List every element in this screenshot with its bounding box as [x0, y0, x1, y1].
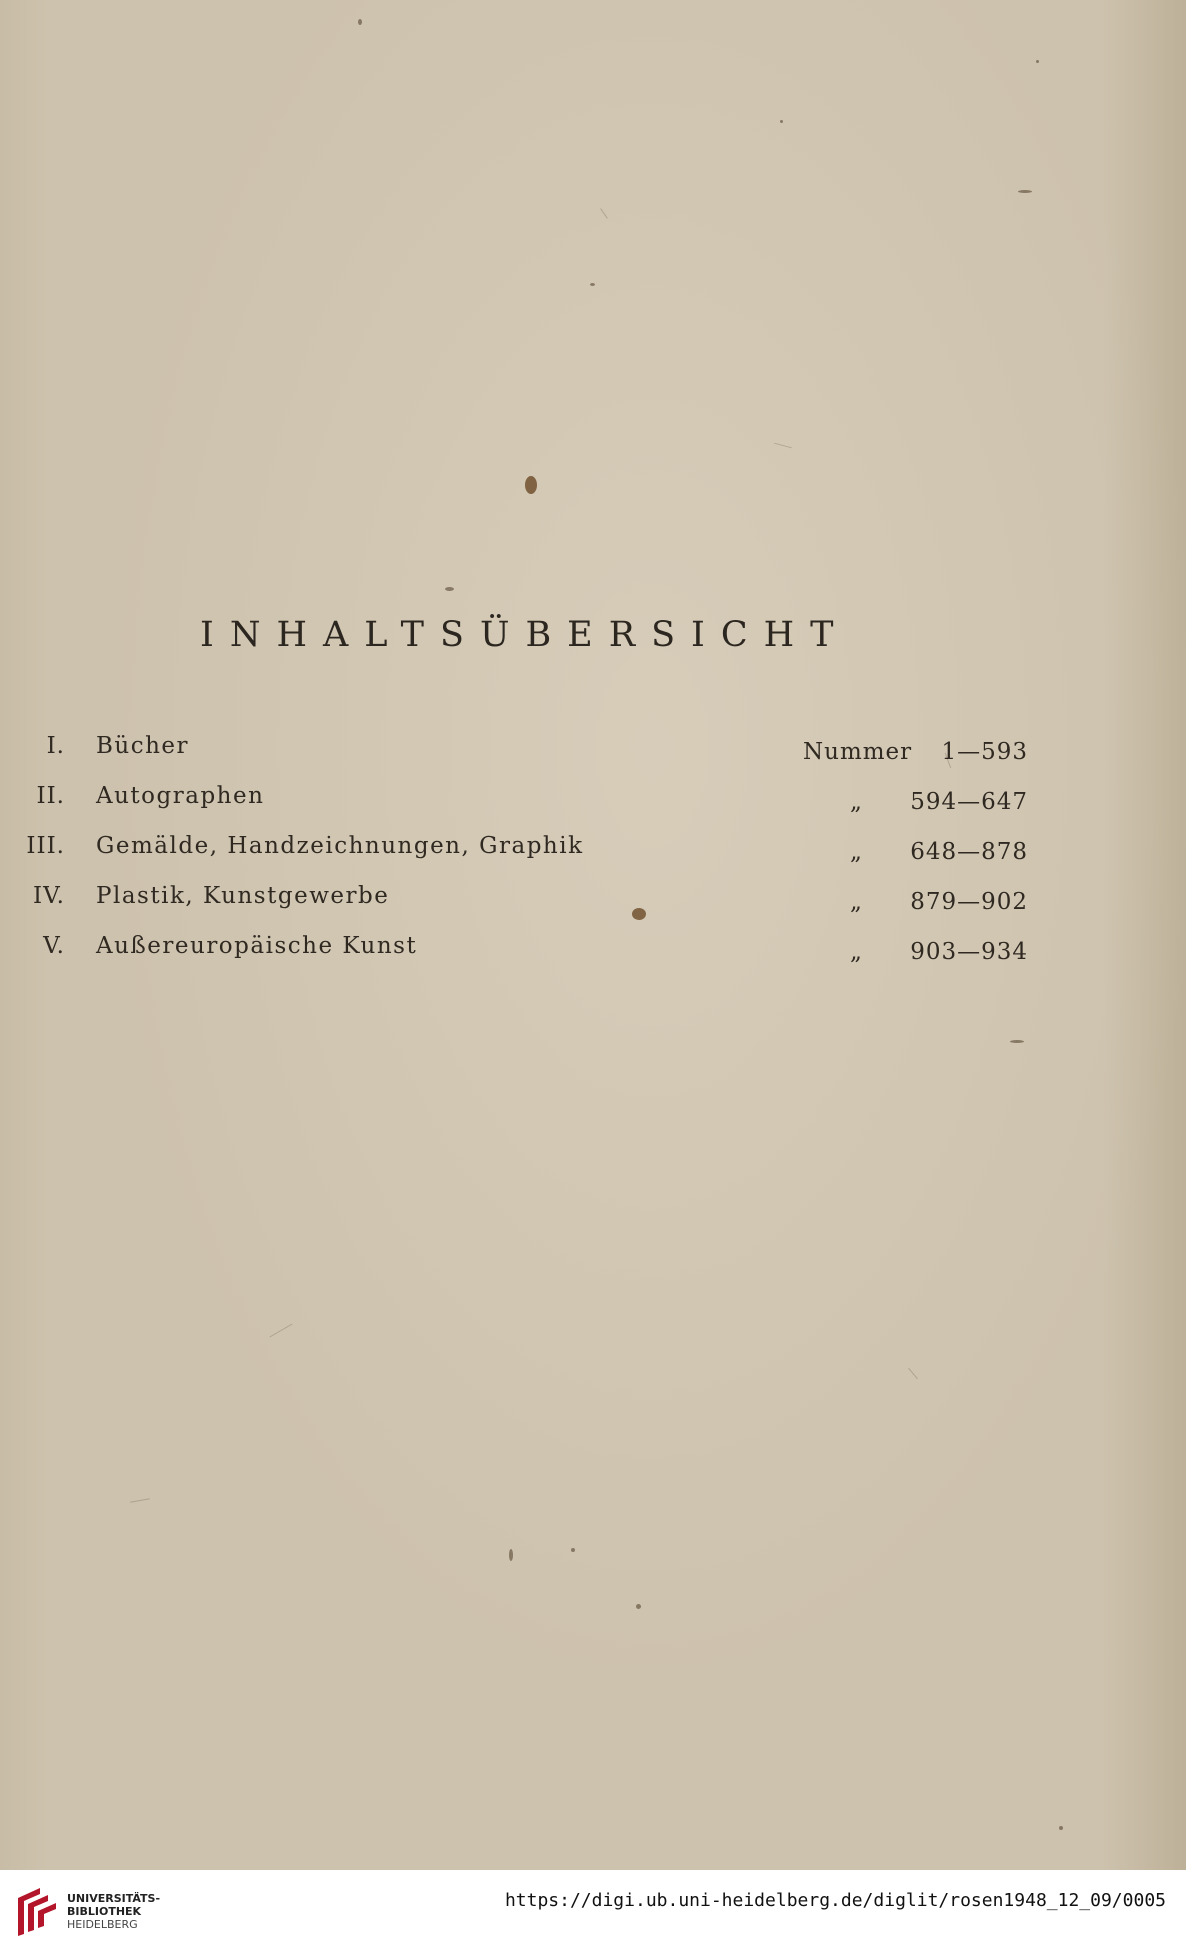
toc-row-ditto: „ [850, 789, 862, 815]
toc-row-ditto: „ [850, 889, 862, 915]
paper-speck [1018, 190, 1032, 193]
toc-row-range: 594—647 [910, 789, 1028, 815]
toc-row-label: Plastik, Kunstgewerbe [96, 883, 390, 909]
toc-row-prefix: Nummer [803, 739, 913, 765]
paper-stain [525, 476, 537, 494]
logo-line: UNIVERSITÄTS- [67, 1892, 161, 1905]
paper-fiber [130, 1498, 150, 1502]
toc-row-ditto: „ [850, 839, 862, 865]
toc-row-number: II. [36, 783, 65, 809]
paper-speck [1010, 1040, 1024, 1043]
paper-speck [1059, 1826, 1063, 1830]
toc-row-number: I. [46, 733, 65, 759]
toc-row [0, 883, 1186, 923]
paper-speck [780, 120, 783, 123]
toc-row-number: IV. [33, 883, 65, 909]
logo-line: BIBLIOTHEK [67, 1905, 142, 1918]
library-logo-icon[interactable] [14, 1884, 60, 1940]
toc-row-label: Außereuropäische Kunst [96, 933, 418, 959]
paper-fiber [269, 1324, 292, 1338]
paper-speck [1036, 60, 1039, 63]
paper-fiber [908, 1368, 918, 1379]
toc-row-number: V. [43, 933, 65, 959]
paper-speck [358, 19, 362, 25]
toc-row-label: Bücher [96, 733, 190, 759]
toc-row-range: 903—934 [910, 939, 1028, 965]
toc-row [0, 733, 1186, 773]
page-url[interactable]: https://digi.ub.uni-heidelberg.de/diglit/rosen1948_12_09/0005 [504, 1890, 1166, 1911]
toc-row-range: 648—878 [910, 839, 1028, 865]
paper-fiber [774, 443, 792, 449]
paper-speck [509, 1549, 513, 1561]
paper-speck [571, 1548, 575, 1552]
paper-speck [590, 283, 595, 286]
page-title: INHALTSÜBERSICHT [200, 615, 850, 655]
toc-row [0, 933, 1186, 973]
toc-row-range: 879—902 [910, 889, 1028, 915]
paper-fiber [600, 208, 608, 218]
library-logo-text[interactable] [67, 1892, 160, 1931]
toc-row [0, 783, 1186, 823]
paper-speck [445, 587, 454, 591]
viewer-footer [0, 1870, 1186, 1954]
paper-speck [636, 1604, 641, 1609]
toc-row-range: 1—593 [941, 739, 1028, 765]
toc-row-ditto: „ [850, 939, 862, 965]
toc-row-number: III. [26, 833, 65, 859]
toc-row [0, 833, 1186, 873]
toc-row-label: Autographen [96, 783, 265, 809]
toc-row-label: Gemälde, Handzeichnungen, Graphik [96, 833, 584, 859]
logo-line: HEIDELBERG [67, 1918, 138, 1931]
